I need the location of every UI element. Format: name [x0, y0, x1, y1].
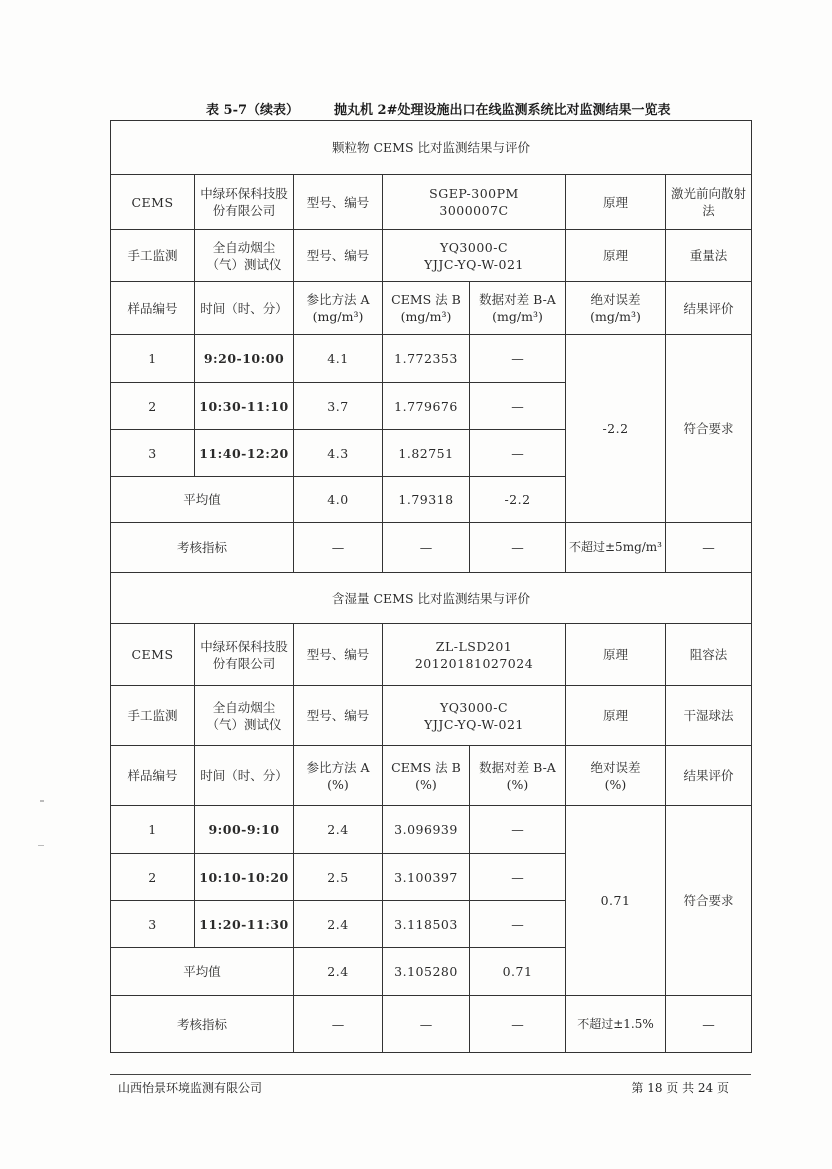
value-diff: — — [470, 901, 566, 948]
criterion-row — [111, 523, 752, 573]
sample-time: 10:30-11:10 — [195, 383, 294, 430]
average-a: 2.4 — [294, 948, 383, 996]
cems-model: SGEP-300PM 3000007C — [383, 175, 566, 230]
criterion-b: — — [383, 996, 470, 1053]
average-b: 1.79318 — [383, 477, 470, 523]
sample-no: 2 — [111, 854, 195, 901]
header-result: 结果评价 — [666, 282, 752, 335]
criterion-limit: 不超过±5mg/m³ — [566, 523, 666, 573]
header-result: 结果评价 — [666, 746, 752, 806]
section-title: 含湿量 CEMS 比对监测结果与评价 — [111, 573, 752, 624]
value-a: 4.3 — [294, 430, 383, 477]
header-time: 时间（时、分） — [195, 282, 294, 335]
cems-model: ZL-LSD201 20120181027024 — [383, 624, 566, 686]
manual-label: 手工监测 — [111, 230, 195, 282]
value-a: 3.7 — [294, 383, 383, 430]
header-abs-err: 绝对误差 (%) — [566, 746, 666, 806]
value-b: 3.118503 — [383, 901, 470, 948]
sample-no: 3 — [111, 430, 195, 477]
value-a: 2.4 — [294, 806, 383, 854]
result-evaluation: 符合要求 — [666, 806, 752, 996]
sample-no: 1 — [111, 806, 195, 854]
table-title: 抛丸机 2#处理设施出口在线监测系统比对监测结果一览表 — [334, 103, 671, 118]
criterion-a: — — [294, 523, 383, 573]
sample-time: 9:00-9:10 — [195, 806, 294, 854]
footer-page-number: 第 18 页 共 24 页 — [631, 1081, 729, 1095]
table-row — [111, 806, 752, 854]
manual-principle: 重量法 — [666, 230, 752, 282]
scan-speck — [40, 800, 44, 802]
sample-no: 2 — [111, 383, 195, 430]
sample-no: 1 — [111, 335, 195, 383]
value-diff: — — [470, 335, 566, 383]
manual-info-row — [111, 686, 752, 746]
manual-vendor: 全自动烟尘（气）测试仪 — [195, 230, 294, 282]
header-diff: 数据对差 B-A (mg/m³) — [470, 282, 566, 335]
average-label: 平均值 — [111, 948, 294, 996]
absolute-error: -2.2 — [566, 335, 666, 523]
header-ref: 参比方法 A (mg/m³) — [294, 282, 383, 335]
average-b: 3.105280 — [383, 948, 470, 996]
cems-label: CEMS — [111, 624, 195, 686]
result-evaluation: 符合要求 — [666, 335, 752, 523]
principle-label: 原理 — [566, 686, 666, 746]
cems-principle: 激光前向散射法 — [666, 175, 752, 230]
manual-vendor: 全自动烟尘（气）测试仪 — [195, 686, 294, 746]
value-diff: — — [470, 806, 566, 854]
sample-time: 11:20-11:30 — [195, 901, 294, 948]
table-number: 表 5-7（续表） — [206, 103, 300, 118]
model-label: 型号、编号 — [294, 686, 383, 746]
value-b: 3.100397 — [383, 854, 470, 901]
header-sample: 样品编号 — [111, 282, 195, 335]
sample-time: 11:40-12:20 — [195, 430, 294, 477]
value-b: 1.779676 — [383, 383, 470, 430]
table-row — [111, 335, 752, 383]
criterion-limit: 不超过±1.5% — [566, 996, 666, 1053]
cems-vendor: 中绿环保科技股份有限公司 — [195, 624, 294, 686]
model-label: 型号、编号 — [294, 175, 383, 230]
header-abs-err: 绝对误差 (mg/m³) — [566, 282, 666, 335]
value-diff: — — [470, 430, 566, 477]
criterion-result: — — [666, 523, 752, 573]
criterion-label: 考核指标 — [111, 996, 294, 1053]
sample-time: 9:20-10:00 — [195, 335, 294, 383]
absolute-error: 0.71 — [566, 806, 666, 996]
value-a: 2.4 — [294, 901, 383, 948]
footer-company: 山西怡景环境监测有限公司 — [118, 1081, 263, 1095]
sample-no: 3 — [111, 901, 195, 948]
model-label: 型号、编号 — [294, 624, 383, 686]
column-header-row — [111, 282, 752, 335]
average-a: 4.0 — [294, 477, 383, 523]
value-a: 4.1 — [294, 335, 383, 383]
scan-speck — [38, 845, 44, 846]
criterion-label: 考核指标 — [111, 523, 294, 573]
criterion-diff: — — [470, 523, 566, 573]
cems-info-row — [111, 624, 752, 686]
value-b: 1.82751 — [383, 430, 470, 477]
header-time: 时间（时、分） — [195, 746, 294, 806]
header-diff: 数据对差 B-A (%) — [470, 746, 566, 806]
header-ref: 参比方法 A (%) — [294, 746, 383, 806]
header-cems: CEMS 法 B (mg/m³) — [383, 282, 470, 335]
criterion-row — [111, 996, 752, 1053]
criterion-diff: — — [470, 996, 566, 1053]
column-header-row — [111, 746, 752, 806]
cems-info-row — [111, 175, 752, 230]
average-diff: 0.71 — [470, 948, 566, 996]
manual-principle: 干湿球法 — [666, 686, 752, 746]
value-a: 2.5 — [294, 854, 383, 901]
cems-principle: 阻容法 — [666, 624, 752, 686]
header-sample: 样品编号 — [111, 746, 195, 806]
value-b: 3.096939 — [383, 806, 470, 854]
average-diff: -2.2 — [470, 477, 566, 523]
value-b: 1.772353 — [383, 335, 470, 383]
value-diff: — — [470, 383, 566, 430]
page-footer — [110, 1074, 751, 1095]
manual-label: 手工监测 — [111, 686, 195, 746]
criterion-a: — — [294, 996, 383, 1053]
model-label: 型号、编号 — [294, 230, 383, 282]
manual-model: YQ3000-C YJJC-YQ-W-021 — [383, 686, 566, 746]
value-diff: — — [470, 854, 566, 901]
principle-label: 原理 — [566, 624, 666, 686]
cems-label: CEMS — [111, 175, 195, 230]
section-title: 颗粒物 CEMS 比对监测结果与评价 — [111, 121, 752, 175]
criterion-result: — — [666, 996, 752, 1053]
manual-info-row — [111, 230, 752, 282]
header-cems: CEMS 法 B (%) — [383, 746, 470, 806]
manual-model: YQ3000-C YJJC-YQ-W-021 — [383, 230, 566, 282]
cems-vendor: 中绿环保科技股份有限公司 — [195, 175, 294, 230]
comparison-table — [110, 120, 752, 1053]
principle-label: 原理 — [566, 230, 666, 282]
criterion-b: — — [383, 523, 470, 573]
average-label: 平均值 — [111, 477, 294, 523]
sample-time: 10:10-10:20 — [195, 854, 294, 901]
principle-label: 原理 — [566, 175, 666, 230]
